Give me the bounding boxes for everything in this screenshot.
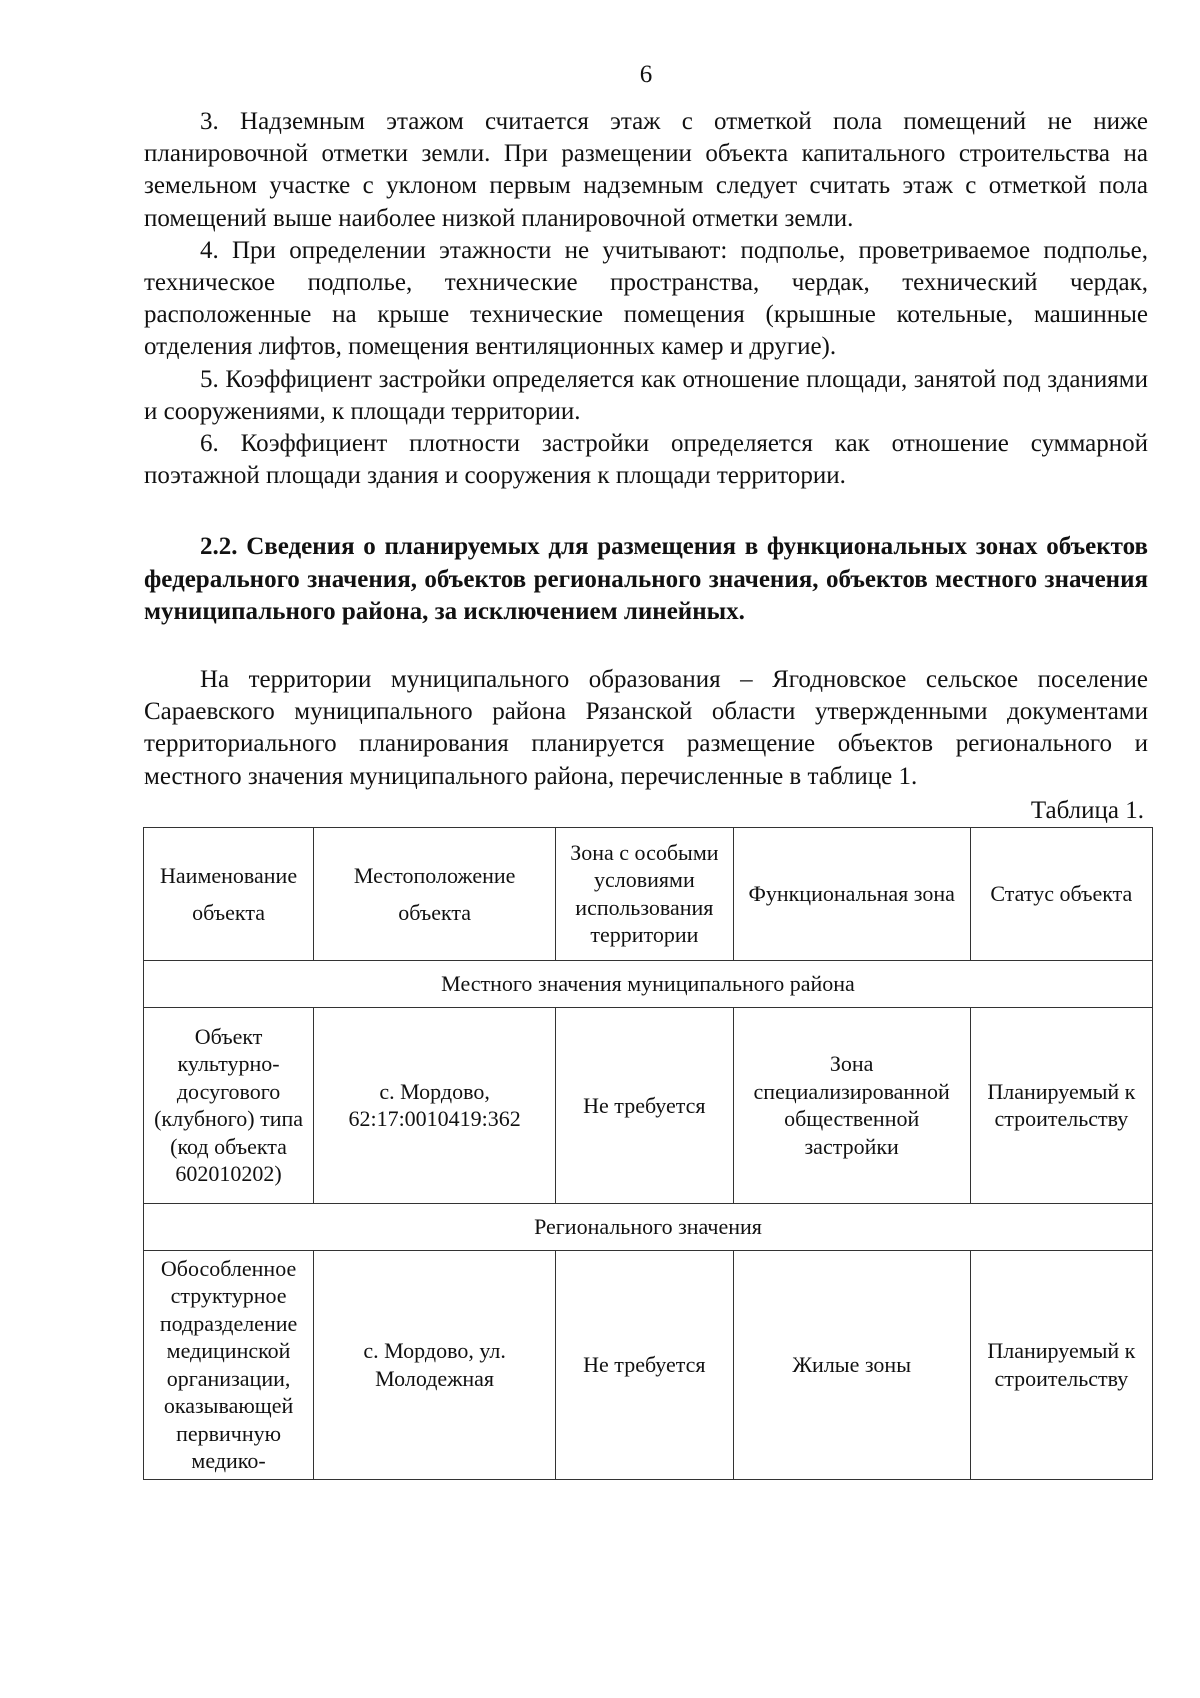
- paragraph-3: 3. Надземным этажом считается этаж с отметкой пола помещений не ниже планировочной отметки земли. При размещении объекта капитального строительства на земельном участке с уклоном первым надземным следует считать этаж с отметкой пола помещений выше наиболее низкой планировочной отметки земли.: [144, 108, 1148, 232]
- paragraph-6: 6. Коэффициент плотности застройки определяется как отношение суммарной поэтажной площади здания и сооружения к площади территории.: [144, 430, 1148, 490]
- group-title-regional: Регионального значения: [144, 1203, 1153, 1250]
- intro-paragraph: На территории муниципального образования – Ягодновское сельское поселение Сараевского муниципального района Рязанской области утвержденными документами территориального планирования планируется размещение объектов регионального и местного значения муниципального района, перечисленные в таблице 1.: [144, 666, 1148, 790]
- header-object-location: Местоположение объекта: [314, 827, 556, 960]
- table-caption: Таблица 1.: [1030, 796, 1144, 824]
- cell-object-name-text: Обособленное структурное подразделение медицинской организации, оказывающей первичную медико-: [159, 1255, 298, 1474]
- group-title-local: Местного значения муниципального района: [144, 960, 1153, 1007]
- table-row: [144, 1007, 1153, 1203]
- page-number: 6: [639, 61, 653, 88]
- cell-special-zone: Не требуется: [556, 1007, 733, 1203]
- document-page: [144, 60, 1148, 1480]
- section-heading: 2.2. Сведения о планируемых для размещения в функциональных зонах объектов федерального значения, объектов регионального значения, объектов местного значения муниципального района, за исключением линейных.: [144, 533, 1148, 625]
- header-object-status: Статус объекта: [970, 827, 1152, 960]
- cell-object-name: Объект культурно-досугового (клубного) типа (код объекта 602010202): [144, 1007, 314, 1203]
- table-row: [144, 1250, 1153, 1479]
- cell-object-location: с. Мордово, ул. Молодежная: [314, 1250, 556, 1479]
- paragraph-5: 5. Коэффициент застройки определяется как отношение площади, занятой под зданиями и сооружениями, к площади территории.: [144, 365, 1148, 425]
- paragraph-4: 4. При определении этажности не учитывают: подполье, проветриваемое подполье, техническое подполье, технические пространства, чердак, технический чердак, расположенные на крыше технические помещения (крышные котельные, машинные отделения лифтов, помещения вентиляционных камер и другие).: [144, 236, 1148, 361]
- cell-object-status: Планируемый к строительству: [970, 1007, 1152, 1203]
- cell-functional-zone: Жилые зоны: [733, 1250, 970, 1479]
- cell-special-zone: Не требуется: [556, 1250, 733, 1479]
- table-group-row: [144, 960, 1153, 1007]
- objects-table: [143, 827, 1153, 1480]
- table-group-row: [144, 1203, 1153, 1250]
- header-special-zone: Зона с особыми условиями использования территории: [556, 827, 733, 960]
- header-object-name: Наименование объекта: [144, 827, 314, 960]
- cell-object-status: Планируемый к строительству: [970, 1250, 1152, 1479]
- table-header-row: [144, 827, 1153, 960]
- cell-functional-zone: Зона специализированной общественной застройки: [733, 1007, 970, 1203]
- cell-object-name: [144, 1250, 314, 1479]
- cell-object-location: с. Мордово, 62:17:0010419:362: [314, 1007, 556, 1203]
- header-functional-zone: Функциональная зона: [733, 827, 970, 960]
